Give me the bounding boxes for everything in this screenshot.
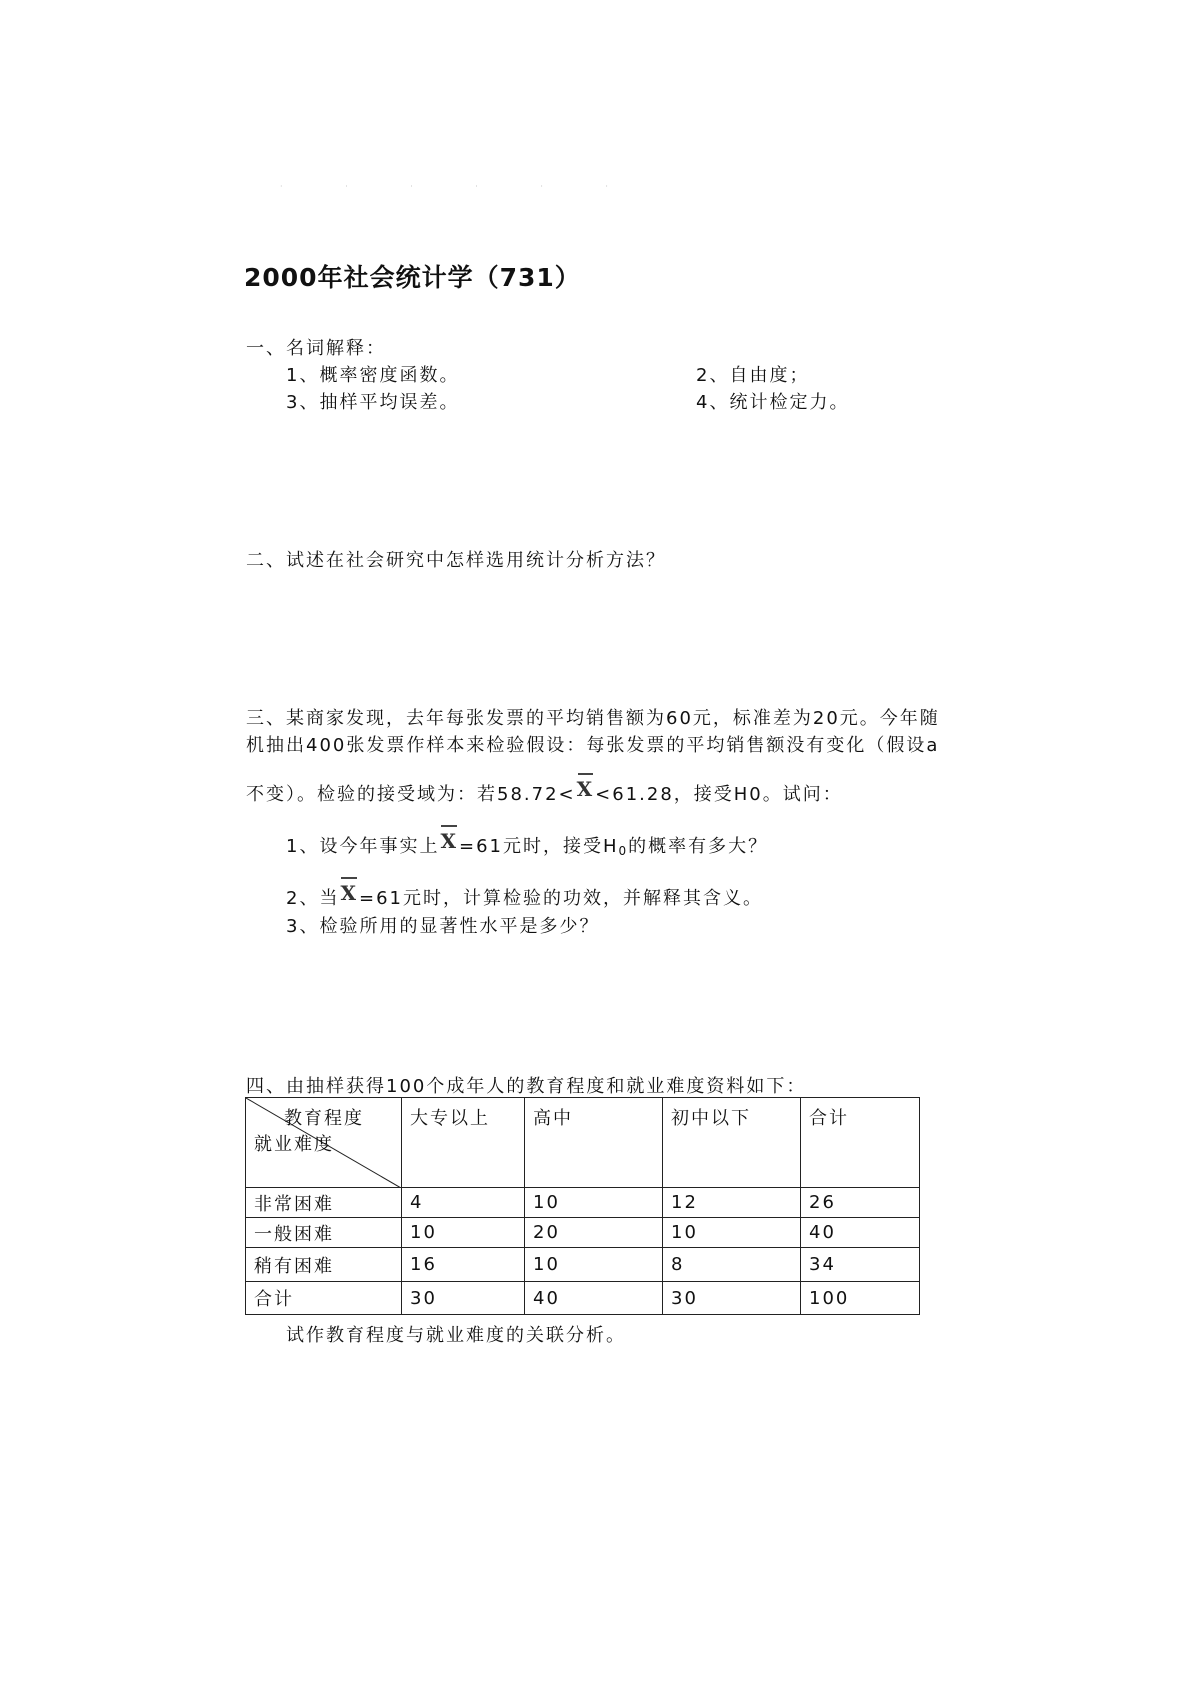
table-cell: 4: [402, 1188, 525, 1218]
term-item: 4、统计检定力。: [696, 392, 850, 413]
column-header: 合计: [801, 1098, 920, 1188]
question-2-post: =61元时，计算检验的功效，并解释其含义。: [358, 888, 763, 909]
x-bar-symbol: X: [440, 829, 458, 853]
question-1-pre: 1、设今年事实上: [286, 836, 440, 857]
x-bar-symbol: X: [576, 777, 595, 801]
corner-top-label: 教育程度: [284, 1108, 364, 1129]
table-cell: 20: [525, 1218, 663, 1248]
contingency-table: [245, 1097, 920, 1315]
section3-line3: [246, 777, 843, 806]
row-label: 合计: [246, 1282, 402, 1315]
page-title: 2000年社会统计学（731）: [244, 263, 581, 292]
table-cell: 40: [525, 1282, 663, 1315]
section4-footer: 试作教育程度与就业难度的关联分析。: [286, 1325, 626, 1346]
table-cell: 34: [801, 1248, 920, 1282]
question-1-mid: =61元时，接受H: [458, 836, 619, 857]
section3-line1: 三、某商家发现，去年每张发票的平均销售额为60元，标准差为20元。今年随: [246, 708, 940, 729]
table-header-row: [246, 1098, 920, 1188]
table-cell: 40: [801, 1218, 920, 1248]
section3-line3-post: <61.28，接受H0。试问：: [595, 784, 843, 805]
table-cell: 100: [801, 1282, 920, 1315]
question-3: 3、检验所用的显著性水平是多少？: [286, 916, 600, 937]
table-cell: 8: [663, 1248, 801, 1282]
table-cell: 10: [663, 1218, 801, 1248]
table-row: [246, 1282, 920, 1315]
row-label: 稍有困难: [246, 1248, 402, 1282]
question-2-pre: 2、当: [286, 888, 340, 909]
table-row: [246, 1218, 920, 1248]
table-cell: 10: [402, 1218, 525, 1248]
term-item: 3、抽样平均误差。: [286, 392, 460, 413]
corner-bottom-label: 就业难度: [254, 1134, 334, 1155]
row-label: 非常困难: [246, 1188, 402, 1218]
section4-heading: 四、由抽样获得100个成年人的教育程度和就业难度资料如下：: [246, 1076, 807, 1097]
table-cell: 16: [402, 1248, 525, 1282]
x-bar-symbol: X: [340, 881, 358, 905]
table-cell: 12: [663, 1188, 801, 1218]
section1-heading: 一、名词解释：: [246, 338, 386, 359]
table-row: [246, 1188, 920, 1218]
table-cell: 10: [525, 1188, 663, 1218]
term-item: 2、自由度；: [696, 365, 810, 386]
faint-scan-marks: · · · · · ·: [280, 182, 638, 191]
table-cell: 30: [663, 1282, 801, 1315]
column-header: 高中: [525, 1098, 663, 1188]
column-header: 初中以下: [663, 1098, 801, 1188]
question-2: [286, 881, 763, 910]
question-1-post: 的概率有多大？: [628, 836, 769, 857]
h-subscript: 0: [618, 844, 629, 858]
term-item: 1、概率密度函数。: [286, 365, 460, 386]
table-cell: 30: [402, 1282, 525, 1315]
row-label: 一般困难: [246, 1218, 402, 1248]
column-header: 大专以上: [402, 1098, 525, 1188]
section3-line3-pre: 不变）。检验的接受域为：若58.72<: [246, 784, 576, 805]
table-corner-cell: [246, 1098, 402, 1188]
question-1: [286, 829, 768, 858]
table-cell: 10: [525, 1248, 663, 1282]
section3-line2: 机抽出400张发票作样本来检验假设：每张发票的平均销售额没有变化（假设a: [246, 735, 940, 756]
table-cell: 26: [801, 1188, 920, 1218]
section2-heading: 二、试述在社会研究中怎样选用统计分析方法？: [246, 550, 666, 571]
table-row: [246, 1248, 920, 1282]
